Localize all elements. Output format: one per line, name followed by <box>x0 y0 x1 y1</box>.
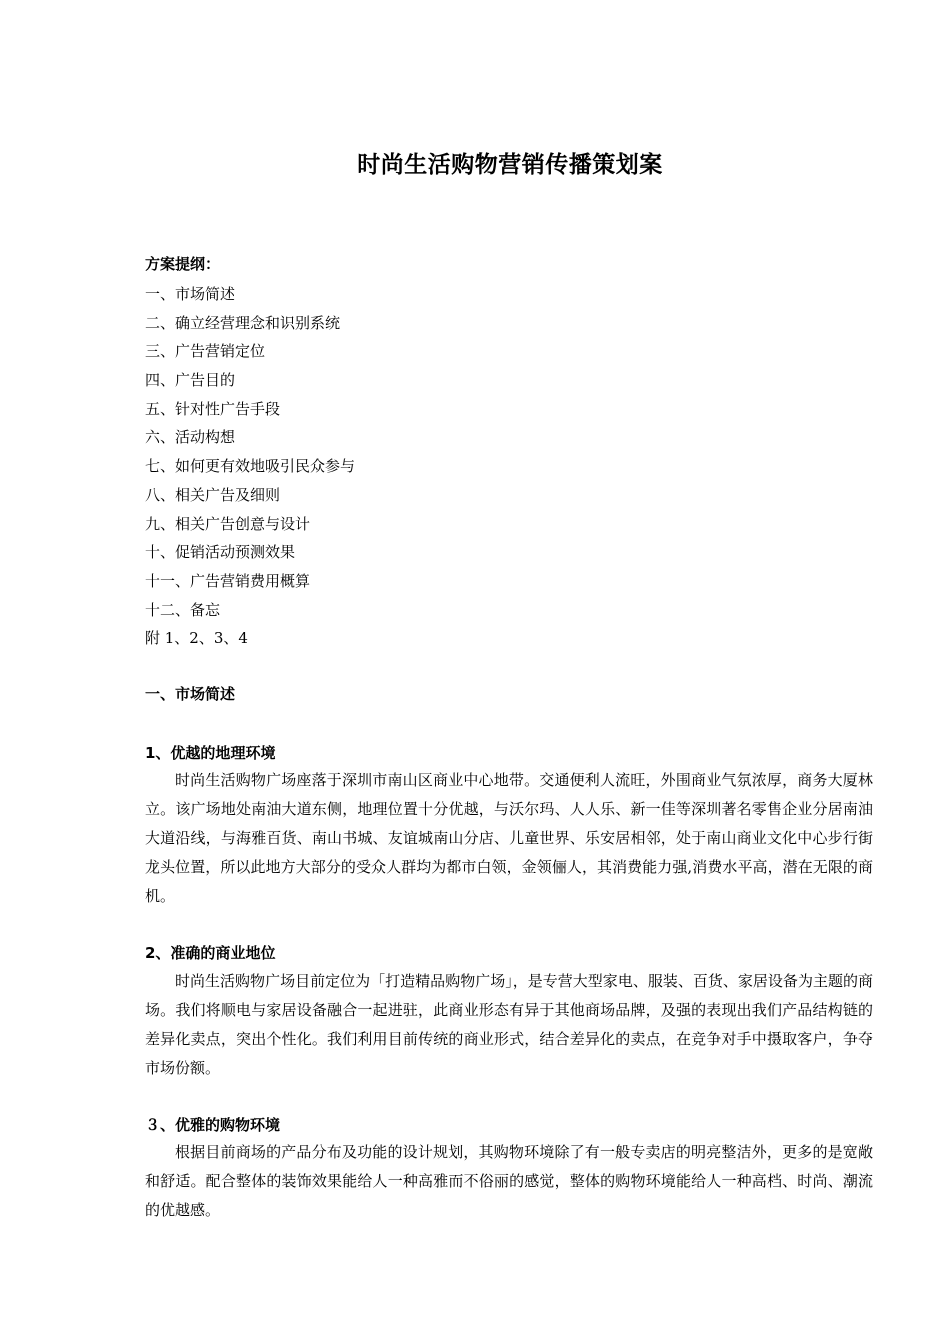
outline-item: 十、促销活动预测效果 <box>145 543 296 562</box>
outline-item: 六、活动构想 <box>145 428 236 447</box>
outline-item: 九、相关广告创意与设计 <box>145 514 311 533</box>
outline-item: 一、市场简述 <box>145 285 236 303</box>
paragraph-environment: 根据目前商场的产品分布及功能的设计规划，其购物环境除了有一般专卖店的明亮整洁外，更多的是宽敞和舒适。配合整体的装饰效果能给人一种高雅而不俗丽的感觉，整体的购物环境能给人一种高档、时尚、潮流的优越感。 <box>145 1143 873 1219</box>
outline-list <box>145 280 355 653</box>
subsection-heading-environment: ３、优雅的购物环境 <box>145 1116 281 1134</box>
paragraph-positioning: 时尚生活购物广场目前定位为「打造精品购物广场」，是专营大型家电、服装、百货、家居设备为主题的商场。我们将顺电与家居设备融合一起进驻，此商业形态有异于其他商场品牌，及强的表现出我们产品结构链的差异化卖点，突出个性化。我们利用目前传统的商业形式，结合差异化的卖点，在竞争对手中摄取客户，争夺市场份额。 <box>145 972 873 1077</box>
outline-item: 四、广告目的 <box>145 371 236 390</box>
outline-item: 七、如何更有效地吸引民众参与 <box>145 457 356 476</box>
outline-item: 附 1、2、3、4 <box>145 629 248 648</box>
outline-heading: 方案提纲： <box>145 255 221 273</box>
outline-item: 二、确立经营理念和识别系统 <box>145 313 341 332</box>
outline-item: 十一、广告营销费用概算 <box>145 571 311 590</box>
paragraph-location: 时尚生活购物广场座落于深圳市南山区商业中心地带。交通便利人流旺，外围商业气氛浓厚，商务大厦林立。该广场地处南油大道东侧，地理位置十分优越，与沃尔玛、人人乐、新一佳等深圳著名零售企业分居南油大道沿线，与海雅百货、南山书城、友谊城南山分店、儿童世界、乐安居相邻，处于南山商业文化中心步行街龙头位置，所以此地方大部分的受众人群均为都市白领，金领俪人，其消费能力强,消费水平高，潜在无限的商机。 <box>145 771 873 905</box>
section-heading-market: 一、市场简述 <box>145 685 236 703</box>
document-title: 时尚生活购物营销传播策划案 <box>357 152 663 178</box>
subsection-heading-location: 1、优越的地理环境 <box>145 744 276 762</box>
outline-item: 十二、备忘 <box>145 600 221 619</box>
outline-item: 八、相关广告及细则 <box>145 485 281 504</box>
outline-item: 五、针对性广告手段 <box>145 399 281 418</box>
outline-item: 三、广告营销定位 <box>145 342 266 361</box>
subsection-heading-positioning: 2、准确的商业地位 <box>145 944 276 962</box>
